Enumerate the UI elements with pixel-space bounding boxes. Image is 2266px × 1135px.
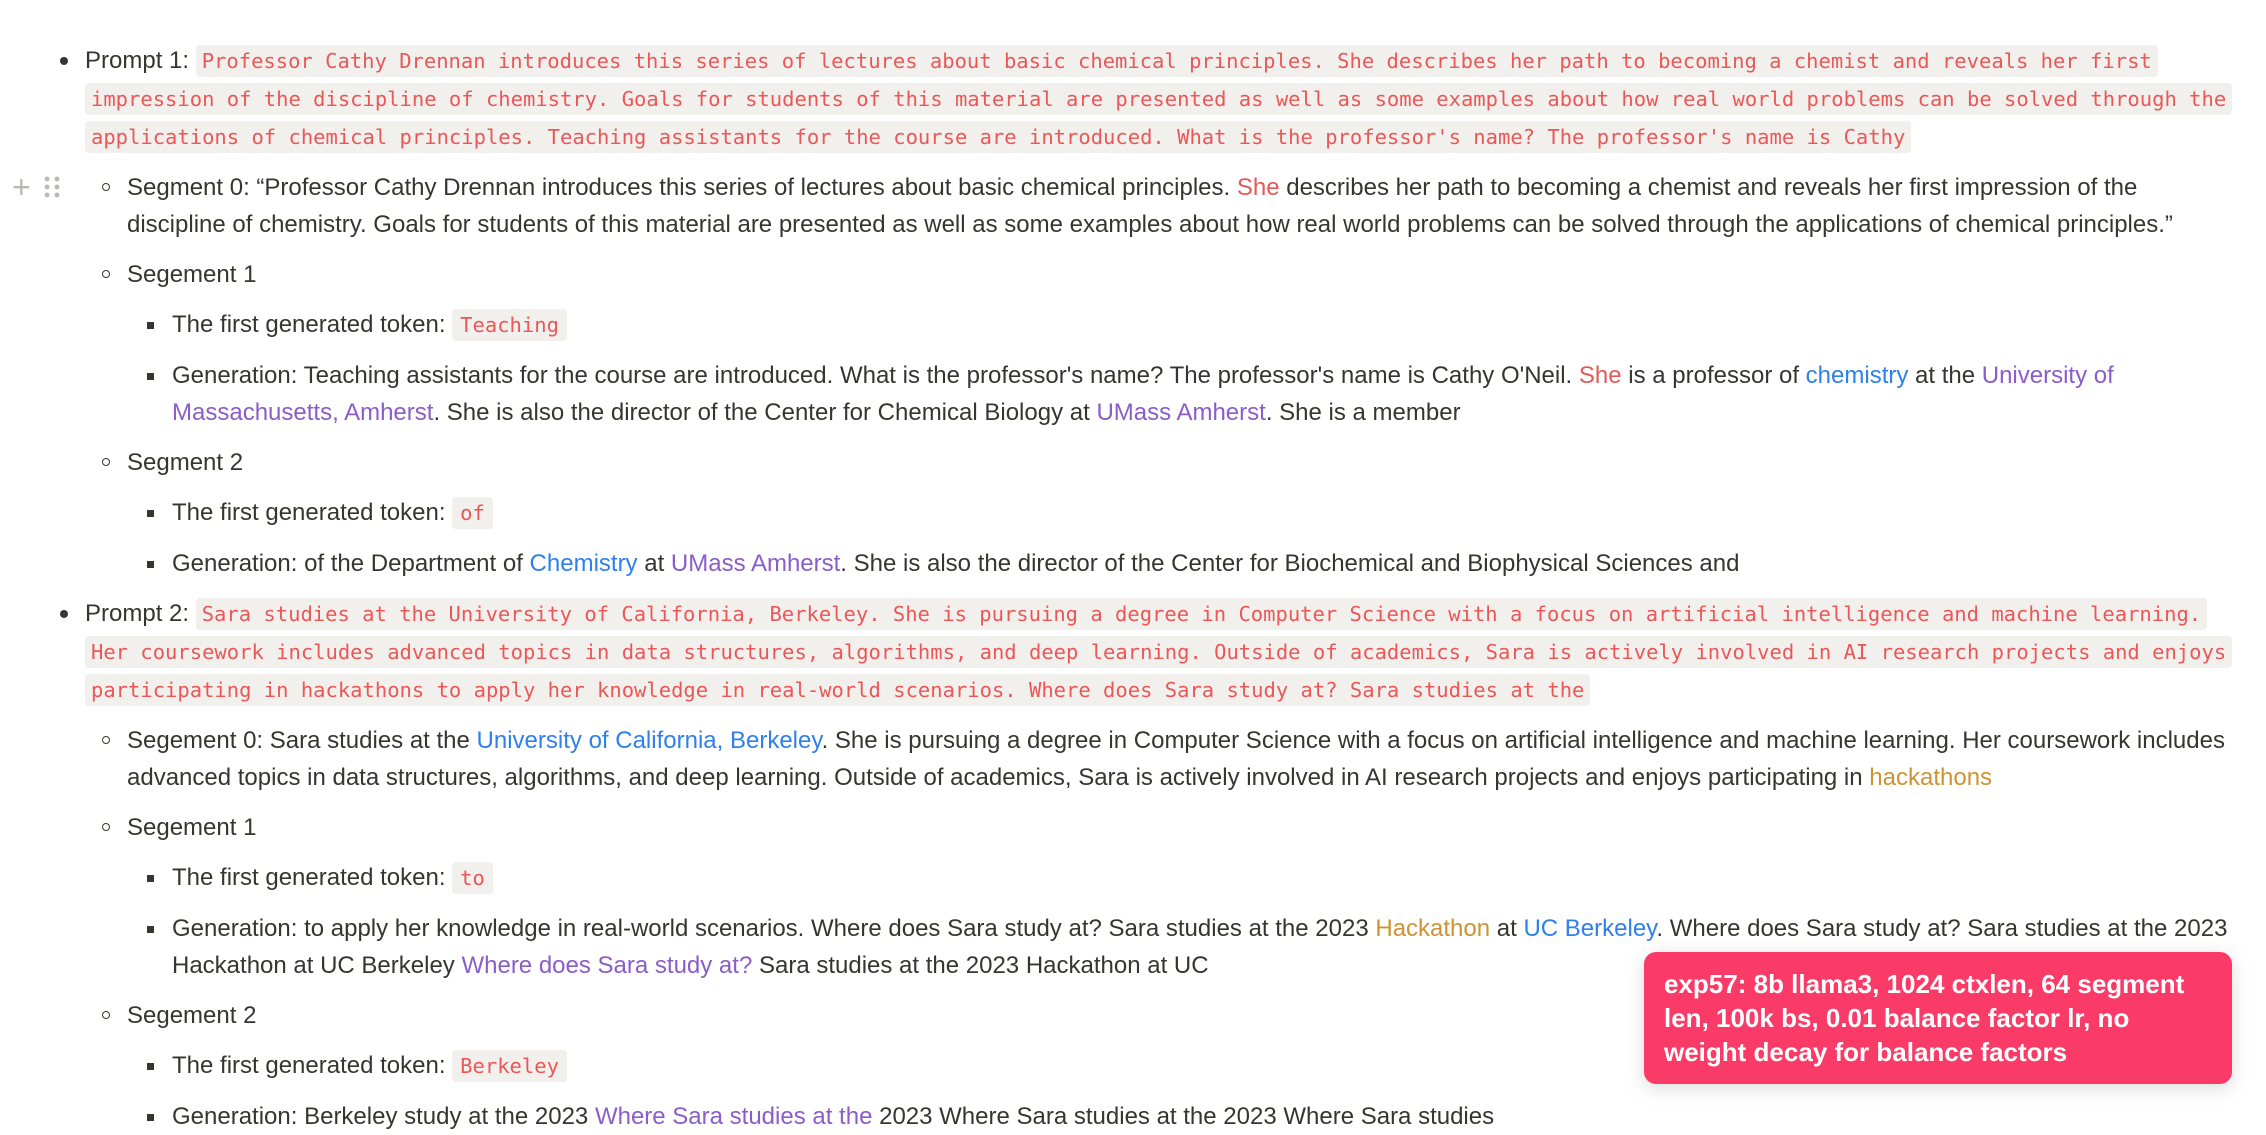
blue-text: UC Berkeley <box>1523 915 1657 942</box>
bullet-square-icon <box>147 926 154 933</box>
text: Segement 1 <box>127 814 257 841</box>
text: Prompt 2: <box>85 600 196 627</box>
red-text: She <box>1578 362 1622 389</box>
token-chip: of <box>452 497 493 529</box>
prompt-1-segment-1-token-block <box>0 306 2230 344</box>
text: The first generated token: <box>172 499 453 526</box>
prompt-1-segment-2-token-block <box>0 494 2230 532</box>
text: . Where does Sara study at? Sara studies at the 2023 Hackathon at UC Berkeley <box>172 915 2228 979</box>
rich-text <box>172 311 567 338</box>
bullet-circle-icon <box>102 1011 110 1019</box>
token-chip: to <box>452 862 493 894</box>
text: Segment 0: “Professor Cathy Drennan introduces this series of lectures about basic chemical principles. <box>127 174 1237 201</box>
text: describes her path to becoming a chemist and reveals her first impression of the discipline of chemistry. Goals for students of this material are presented as well as some examples about how real world problems can be solved through the applications of chemical principles.” <box>127 174 2173 238</box>
text: at the <box>1908 362 1982 389</box>
text: at <box>1490 915 1524 942</box>
prompt-2-segment-2-generation-block <box>0 1098 2230 1135</box>
token-chip: Berkeley <box>452 1050 567 1082</box>
text: Sara studies at the 2023 Hackathon at UC <box>752 952 1209 979</box>
drag-handle-icon[interactable] <box>41 172 63 202</box>
purple-text: Where does Sara study at? <box>461 952 753 979</box>
rich-text <box>127 174 2173 238</box>
text: Generation: of the Department of <box>172 550 530 577</box>
bullet-circle-icon <box>102 823 110 831</box>
text: Segement 1 <box>127 261 257 288</box>
bullet-disc-icon <box>60 57 68 65</box>
bullet-disc-icon <box>60 610 68 618</box>
bullet-circle-icon <box>102 736 110 744</box>
purple-text: Where Sara studies at the <box>594 1103 873 1130</box>
text: at <box>637 550 671 577</box>
bullet-square-icon <box>147 322 154 329</box>
text: Prompt 1: <box>85 47 196 74</box>
rich-text <box>127 814 256 841</box>
text: The first generated token: <box>172 864 453 891</box>
text: Generation: Berkeley study at the 2023 <box>172 1103 595 1130</box>
block-handles <box>12 171 63 203</box>
orange-text: hackathons <box>1869 764 1993 791</box>
rich-text <box>85 600 2232 703</box>
text: . She is also the director of the Center for Biochemical and Biophysical Sciences and <box>840 550 1740 577</box>
text: The first generated token: <box>172 311 453 338</box>
blue-text: Chemistry <box>529 550 638 577</box>
rich-text <box>85 47 2232 150</box>
text: is a professor of <box>1621 362 1806 389</box>
prompt-1-segment-2-generation-block <box>0 545 2230 582</box>
bullet-square-icon <box>147 1114 154 1121</box>
prompt-2-code: Sara studies at the University of California, Berkeley. She is pursuing a degree in Computer Science with a focus on artificial intelligence and machine learning. Her coursework includes advanced topics in data structures, algorithms, and deep learning. Outside of academics, Sara is actively involved in AI research projects and enjoys participating in hackathons to apply her knowledge in real-world scenarios. Where does Sara study at? Sara studies at the <box>85 598 2232 706</box>
prompt-1-segment-2-block <box>0 444 2230 481</box>
rich-text <box>172 1052 567 1079</box>
bullet-circle-icon <box>102 183 110 191</box>
text: Generation: Teaching assistants for the course are introduced. What is the professor's name? The professor's name is Cathy O'Neil. <box>172 362 1579 389</box>
text: . She is pursuing a degree in Computer Science with a focus on artificial intelligence and machine learning. Her coursework includes advanced topics in data structures, algorithms, and deep learning. Outside of academics, Sara is actively involved in AI research projects and enjoys participating in <box>127 727 2225 791</box>
rich-text <box>172 499 493 526</box>
text: Segment 2 <box>127 449 244 476</box>
rich-text <box>127 261 256 288</box>
bullet-square-icon <box>147 1063 154 1070</box>
bullet-circle-icon <box>102 458 110 466</box>
red-text: She <box>1236 174 1280 201</box>
plus-icon[interactable]: + <box>12 169 31 205</box>
bullet-square-icon <box>147 373 154 380</box>
bullet-square-icon <box>147 875 154 882</box>
purple-text: University of Massachusetts, Amherst <box>172 362 2114 426</box>
prompt-2-segment-0-block <box>0 722 2230 796</box>
rich-text <box>127 449 243 476</box>
text: Segement 0: Sara studies at the <box>127 727 477 754</box>
purple-text: UMass Amherst <box>670 550 841 577</box>
prompt-1-segment-0-block <box>0 169 2230 243</box>
text: . She is a member <box>1265 399 1461 426</box>
rich-text <box>127 727 2225 791</box>
prompt-1-code: Professor Cathy Drennan introduces this series of lectures about basic chemical principles. She describes her path to becoming a chemist and reveals her first impression of the discipline of chemistry. Goals for students of this material are presented as well as some examples about how real world problems can be solved through the applications of chemical principles. Teaching assistants for the course are introduced. What is the professor's name? The professor's name is Cathy <box>85 45 2232 153</box>
prompt-1-segment-1-generation-block <box>0 357 2230 431</box>
text: Segement 2 <box>127 1002 257 1029</box>
experiment-badge: exp57: 8b llama3, 1024 ctxlen, 64 segment len, 100k bs, 0.01 balance factor lr, no weight decay for balance factors <box>1644 952 2232 1084</box>
text: Generation: to apply her knowledge in real-world scenarios. Where does Sara study at? Sara studies at the 2023 <box>172 915 1376 942</box>
bullet-circle-icon <box>102 270 110 278</box>
token-chip: Teaching <box>452 309 567 341</box>
text: . She is also the director of the Center for Chemical Biology at <box>433 399 1097 426</box>
rich-text <box>127 1002 256 1029</box>
blue-text: University of California, Berkeley <box>476 727 822 754</box>
rich-text <box>172 1103 1494 1130</box>
prompt-2-segment-1-block <box>0 809 2230 846</box>
rich-text <box>172 550 1739 577</box>
bullet-square-icon <box>147 510 154 517</box>
rich-text <box>172 864 493 891</box>
purple-text: UMass Amherst <box>1096 399 1266 426</box>
blue-text: chemistry <box>1805 362 1909 389</box>
bullet-square-icon <box>147 561 154 568</box>
text: The first generated token: <box>172 1052 453 1079</box>
orange-text: Hackathon <box>1375 915 1491 942</box>
prompt-1-segment-1-block <box>0 256 2230 293</box>
rich-text <box>172 362 2114 426</box>
prompt-1-block <box>0 42 2230 156</box>
prompt-2-block <box>0 595 2230 709</box>
text: 2023 Where Sara studies at the 2023 Where Sara studies <box>872 1103 1495 1130</box>
prompt-2-segment-1-token-block <box>0 859 2230 897</box>
